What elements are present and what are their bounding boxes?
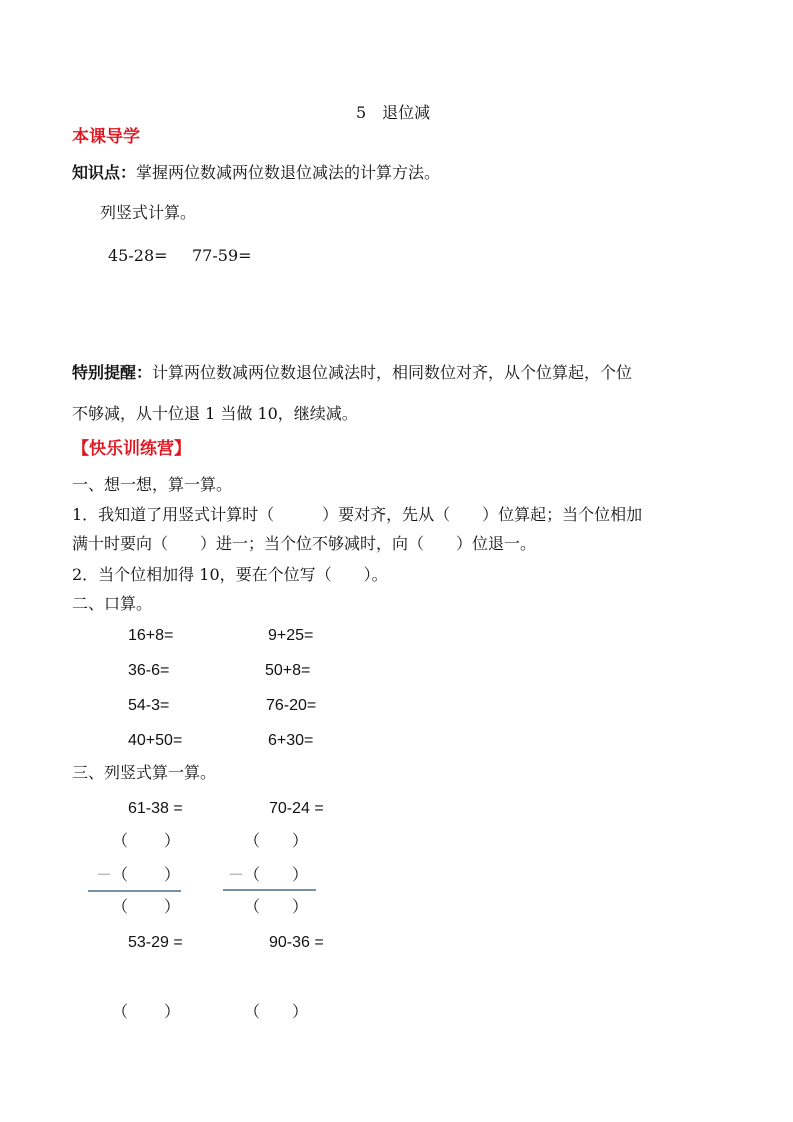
oral-problem: 36-6= — [128, 662, 170, 679]
answer-blank-close: ） — [292, 831, 309, 850]
answer-blank-open: （ — [244, 1002, 261, 1021]
answer-blank-open: （ — [112, 1002, 129, 1021]
answer-blank-open: （ — [244, 897, 261, 916]
reminder-label: 特别提醒： — [72, 363, 153, 382]
oral-problem: 16+8= — [128, 627, 174, 644]
reminder-line2: 不够减，从十位退 1 当做 10，继续减。 — [72, 404, 358, 423]
answer-blank-close: ） — [292, 1002, 309, 1021]
page-title: 5 退位减 — [356, 103, 431, 122]
answer-blank-close: ） — [164, 897, 181, 916]
example-problem: 45-28= — [108, 246, 168, 265]
section2-title: 二、口算。 — [72, 594, 153, 613]
vertical-problem: 61-38 = — [128, 800, 183, 817]
vertical-problem: 53-29 = — [128, 934, 183, 951]
section-heading-practice: 【快乐训练营】 — [72, 439, 191, 459]
knowledge-label: 知识点： — [72, 163, 137, 182]
section1-title: 一、想一想，算一算。 — [72, 475, 233, 494]
section3-title: 三、列竖式算一算。 — [72, 763, 217, 782]
result-line — [88, 890, 181, 892]
instruction: 列竖式计算。 — [100, 203, 197, 222]
oral-problem: 40+50= — [128, 732, 183, 749]
oral-problem: 6+30= — [268, 732, 314, 749]
example-problem: 77-59= — [192, 246, 252, 265]
vertical-problem: 70-24 = — [269, 800, 324, 817]
answer-blank-close: ） — [164, 865, 181, 884]
reminder — [72, 363, 632, 383]
answer-blank-open: （ — [244, 865, 261, 884]
answer-blank-open: （ — [244, 831, 261, 850]
answer-blank-open: （ — [112, 897, 129, 916]
answer-blank-close: ） — [164, 831, 181, 850]
answer-blank-close: ） — [292, 897, 309, 916]
answer-blank-close: ） — [164, 1002, 181, 1021]
section-heading-guide: 本课导学 — [72, 127, 140, 147]
question2: 2．当个位相加得 10，要在个位写（ ）。 — [72, 565, 388, 584]
answer-blank-open: （ — [112, 865, 129, 884]
answer-blank-close: ） — [292, 865, 309, 884]
answer-blank-open: （ — [112, 831, 129, 850]
oral-problem: 50+8= — [265, 662, 311, 679]
oral-problem: 54-3= — [128, 697, 170, 714]
reminder-text: 计算两位数减两位数退位减法时，相同数位对齐，从个位算起，个位 — [152, 363, 633, 382]
question1-line1: 1．我知道了用竖式计算时（ ）要对齐，先从（ ）位算起；当个位相加 — [72, 505, 643, 524]
oral-problem: 76-20= — [266, 697, 317, 714]
minus-sign: － — [96, 865, 113, 884]
minus-sign: － — [228, 865, 245, 884]
result-line — [223, 889, 316, 891]
oral-problem: 9+25= — [268, 627, 314, 644]
vertical-problem: 90-36 = — [269, 934, 324, 951]
question1-line2: 满十时要向（ ）进一；当个位不够减时，向（ ）位退一。 — [72, 534, 537, 553]
knowledge-text: 掌握两位数减两位数退位减法的计算方法。 — [136, 163, 441, 182]
knowledge-point — [72, 163, 440, 183]
